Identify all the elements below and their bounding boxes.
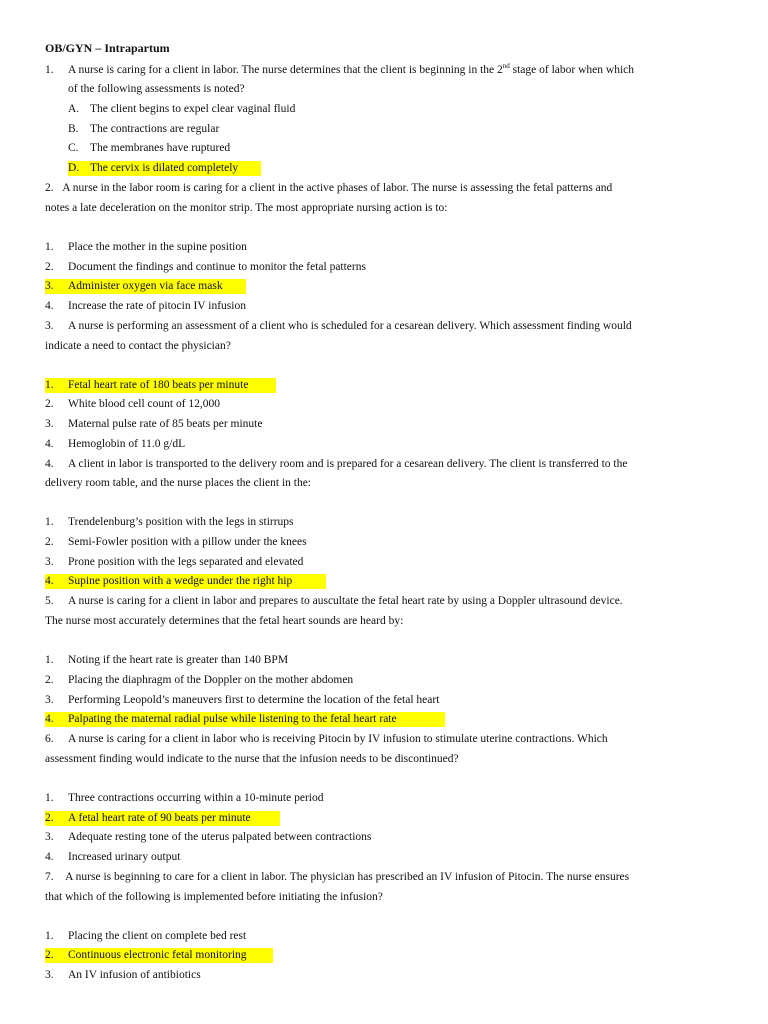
q2-option-2-number: 2.	[45, 261, 54, 273]
q3-option-1-number: 1.	[45, 379, 54, 391]
q3-option-2-number: 2.	[45, 398, 54, 410]
q1-option-b-letter: B.	[68, 123, 79, 135]
q4-option-3-number: 3.	[45, 556, 54, 568]
q6-option-1-text: Three contractions occurring within a 10-minute period	[68, 792, 324, 804]
question-3-stem-line-2: indicate a need to contact the physician?	[45, 340, 231, 352]
q2-option-3-number: 3.	[45, 280, 54, 292]
q5-option-4-number: 4.	[45, 713, 54, 725]
q1-option-d-letter: D.	[68, 162, 80, 174]
q2-option-3-text: Administer oxygen via face mask	[68, 280, 223, 292]
q3-option-3-number: 3.	[45, 418, 54, 430]
q3-option-4-text: Hemoglobin of 11.0 g/dL	[68, 438, 186, 450]
q6-option-2-text: A fetal heart rate of 90 beats per minute	[68, 812, 251, 824]
q1-option-d-text: The cervix is dilated completely	[90, 162, 239, 174]
q2-option-2-text: Document the findings and continue to monitor the fetal patterns	[68, 261, 366, 273]
q1-option-b-text: The contractions are regular	[90, 123, 220, 135]
q3-option-3-text: Maternal pulse rate of 85 beats per minute	[68, 418, 263, 430]
q6-option-1-number: 1.	[45, 792, 54, 804]
q5-option-3-number: 3.	[45, 694, 54, 706]
q4-option-2-number: 2.	[45, 536, 54, 548]
question-6-stem-line-1: 6. A nurse is caring for a client in labor who is receiving Pitocin by IV infusion to stimulate uterine contractions. Which	[45, 733, 608, 745]
q5-option-2-text: Placing the diaphragm of the Doppler on the mother abdomen	[68, 674, 354, 686]
q4-option-2-text: Semi-Fowler position with a pillow under the knees	[68, 536, 307, 548]
q1-option-a-letter: A.	[68, 103, 80, 115]
q6-option-3-number: 3.	[45, 831, 54, 843]
q2-option-1-text: Place the mother in the supine position	[68, 241, 247, 253]
q3-option-1-text: Fetal heart rate of 180 beats per minute	[68, 379, 249, 391]
question-4-stem-line-1: 4. A client in labor is transported to the delivery room and is prepared for a cesarean delivery. The client is transferred to the	[45, 458, 628, 470]
question-6-stem-line-2: assessment finding would indicate to the nurse that the infusion needs to be discontinued?	[45, 753, 459, 765]
question-7-stem-line-1: 7. A nurse is beginning to care for a client in labor. The physician has prescribed an IV infusion of Pitocin. The nurse ensures	[45, 871, 630, 883]
q5-option-4-text: Palpating the maternal radial pulse while listening to the fetal heart rate	[68, 713, 397, 725]
q3-option-2-text: White blood cell count of 12,000	[68, 398, 221, 410]
q4-option-4-text: Supine position with a wedge under the right hip	[68, 575, 293, 587]
question-2-stem-line-2: notes a late deceleration on the monitor strip. The most appropriate nursing action is to:	[45, 202, 448, 214]
question-4-stem-line-2: delivery room table, and the nurse places the client in the:	[45, 477, 312, 489]
q7-option-3-number: 3.	[45, 969, 54, 981]
q6-option-2-number: 2.	[45, 812, 54, 824]
q5-option-2-number: 2.	[45, 674, 54, 686]
q7-option-1-number: 1.	[45, 930, 54, 942]
q5-option-1-text: Noting if the heart rate is greater than 140 BPM	[68, 654, 289, 666]
q5-option-1-number: 1.	[45, 654, 54, 666]
q7-option-1-text: Placing the client on complete bed rest	[68, 930, 247, 942]
q6-option-3-text: Adequate resting tone of the uterus palpated between contractions	[68, 831, 372, 843]
q2-option-1-number: 1.	[45, 241, 54, 253]
q4-option-3-text: Prone position with the legs separated and elevated	[68, 556, 304, 568]
question-1-stem-line-2: of the following assessments is noted?	[68, 83, 245, 95]
q4-option-1-text: Trendelenburg’s position with the legs in stirrups	[68, 516, 294, 528]
question-5-stem-line-2: The nurse most accurately determines that the fetal heart sounds are heard by:	[45, 615, 404, 627]
q2-option-4-text: Increase the rate of pitocin IV infusion	[68, 300, 246, 312]
q7-option-3-text: An IV infusion of antibiotics	[68, 969, 201, 981]
question-3-stem-line-1: 3. A nurse is performing an assessment of a client who is scheduled for a cesarean delivery. Which assessment finding would	[45, 320, 632, 332]
q6-option-4-text: Increased urinary output	[68, 851, 181, 863]
question-7-stem-line-2: that which of the following is implemented before initiating the infusion?	[45, 891, 383, 903]
q5-option-3-text: Performing Leopold’s maneuvers first to determine the location of the fetal heart	[68, 694, 440, 706]
q1-option-c-letter: C.	[68, 142, 79, 154]
question-1-stem-line-1: A nurse is caring for a client in labor. The nurse determines that the client is beginning in the 2nd stage of labor when which	[68, 62, 634, 76]
q2-option-4-number: 4.	[45, 300, 54, 312]
q7-option-2-number: 2.	[45, 949, 54, 961]
page-title: OB/GYN – Intrapartum	[45, 41, 170, 55]
q4-option-1-number: 1.	[45, 516, 54, 528]
question-5-stem-line-1: 5. A nurse is caring for a client in labor and prepares to auscultate the fetal heart rate by using a Doppler ultrasound device.	[45, 595, 623, 607]
q3-option-4-number: 4.	[45, 438, 54, 450]
q7-option-2-text: Continuous electronic fetal monitoring	[68, 949, 247, 961]
q4-option-4-number: 4.	[45, 575, 54, 587]
q1-option-a-text: The client begins to expel clear vaginal fluid	[90, 103, 296, 115]
question-2-stem-line-1: 2. A nurse in the labor room is caring for a client in the active phases of labor. The nurse is assessing the fetal patterns and	[45, 182, 613, 194]
question-1-number: 1.	[45, 64, 54, 76]
q1-option-c-text: The membranes have ruptured	[90, 142, 231, 154]
q6-option-4-number: 4.	[45, 851, 54, 863]
